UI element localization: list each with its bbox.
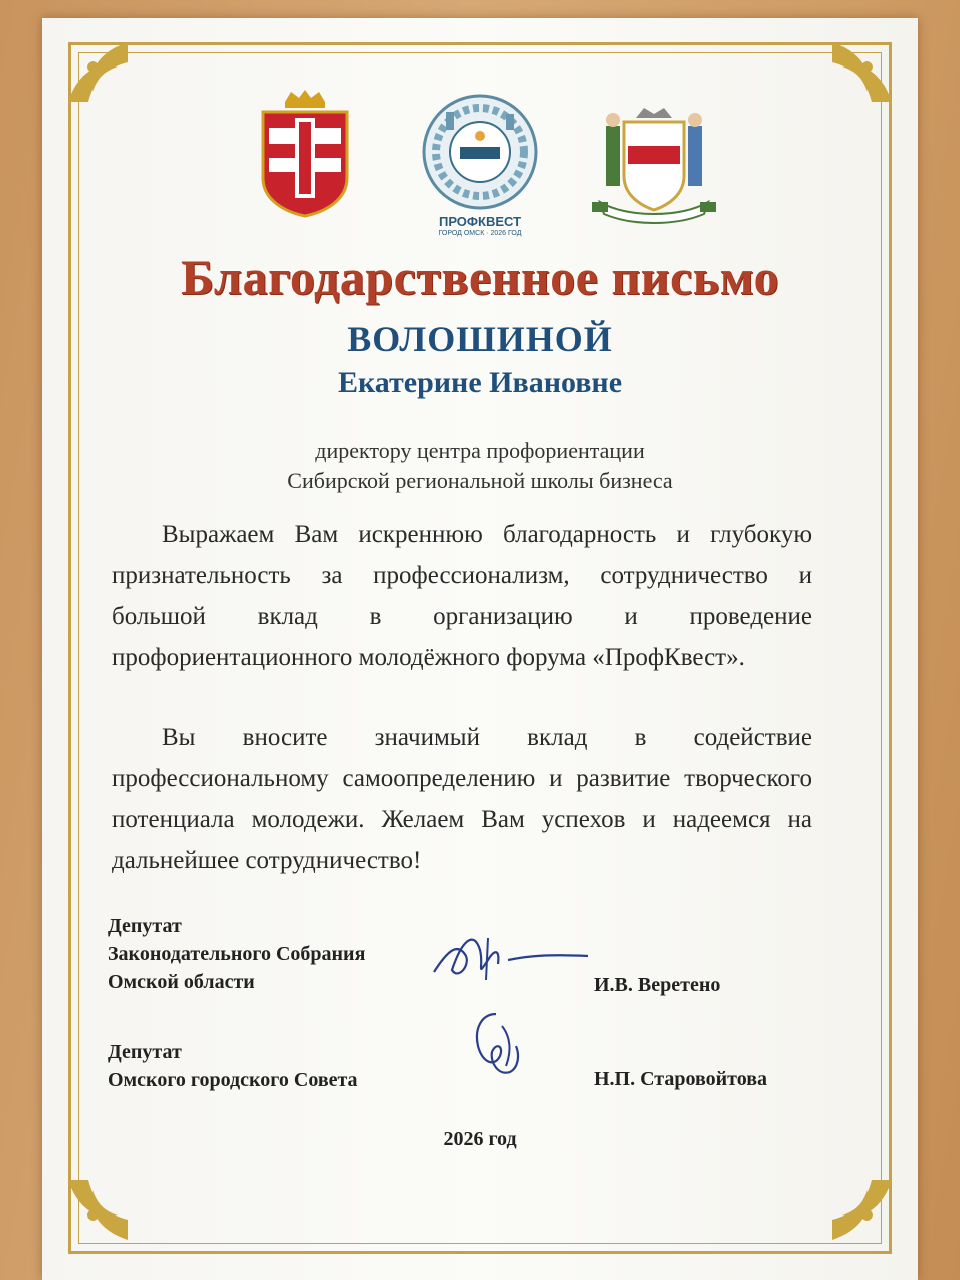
profkvest-logo-icon bbox=[420, 92, 540, 212]
recipient-position bbox=[0, 436, 960, 496]
signatory-1-name: И.В. Веретено bbox=[594, 974, 721, 996]
signatory-1-role-line-2: Законодательного Собрания bbox=[108, 943, 366, 965]
signature-2-handwritten-icon bbox=[466, 1006, 526, 1086]
corner-ornament-top-right bbox=[782, 32, 902, 152]
signatory-2-role bbox=[108, 1038, 358, 1094]
omsk-region-coat-of-arms-icon bbox=[255, 88, 355, 218]
signatory-1-role bbox=[108, 912, 365, 996]
signatory-1-role-line-3: Омской области bbox=[108, 971, 255, 993]
recipient-name: Екатерине Ивановне bbox=[337, 366, 623, 399]
position-line-1: директору центра профориентации bbox=[315, 438, 645, 463]
omsk-city-coat-of-arms-icon bbox=[586, 106, 722, 232]
corner-ornament-top-left bbox=[58, 32, 178, 152]
body-paragraph-2: Вы вносите значимый вклад в содействие профессиональному самоопределению и развитие творческого потенциала молодежи. Желаем Вам успехов и надеемся на дальнейшее сотрудничество! bbox=[112, 724, 812, 874]
signatory-2-role-line-2: Омского городского Совета bbox=[108, 1069, 358, 1091]
signature-1-handwritten-icon bbox=[428, 920, 598, 990]
signatory-2-name: Н.П. Старовойтова bbox=[594, 1068, 768, 1090]
position-line-2: Сибирской региональной школы бизнеса bbox=[287, 468, 673, 493]
letter-title: Благодарственное письмо bbox=[181, 249, 779, 305]
signatory-1-role-line-1: Депутат bbox=[108, 915, 182, 937]
document-year: 2026 год bbox=[443, 1128, 517, 1150]
body-paragraph-1: Выражаем Вам искреннюю благодарность и глубокую признательность за профессионализм, сотрудничество и большой вклад в организацию и проведение профориентационного молодёжного форума «ПрофКвест». bbox=[112, 521, 812, 671]
profkvest-subcaption: ГОРОД ОМСК · 2026 ГОД bbox=[438, 230, 522, 237]
recipient-surname: ВОЛОШИНОЙ bbox=[347, 319, 613, 359]
signatory-2-role-line-1: Депутат bbox=[108, 1041, 182, 1063]
profkvest-caption: ПРОФКВЕСТ bbox=[438, 214, 522, 229]
